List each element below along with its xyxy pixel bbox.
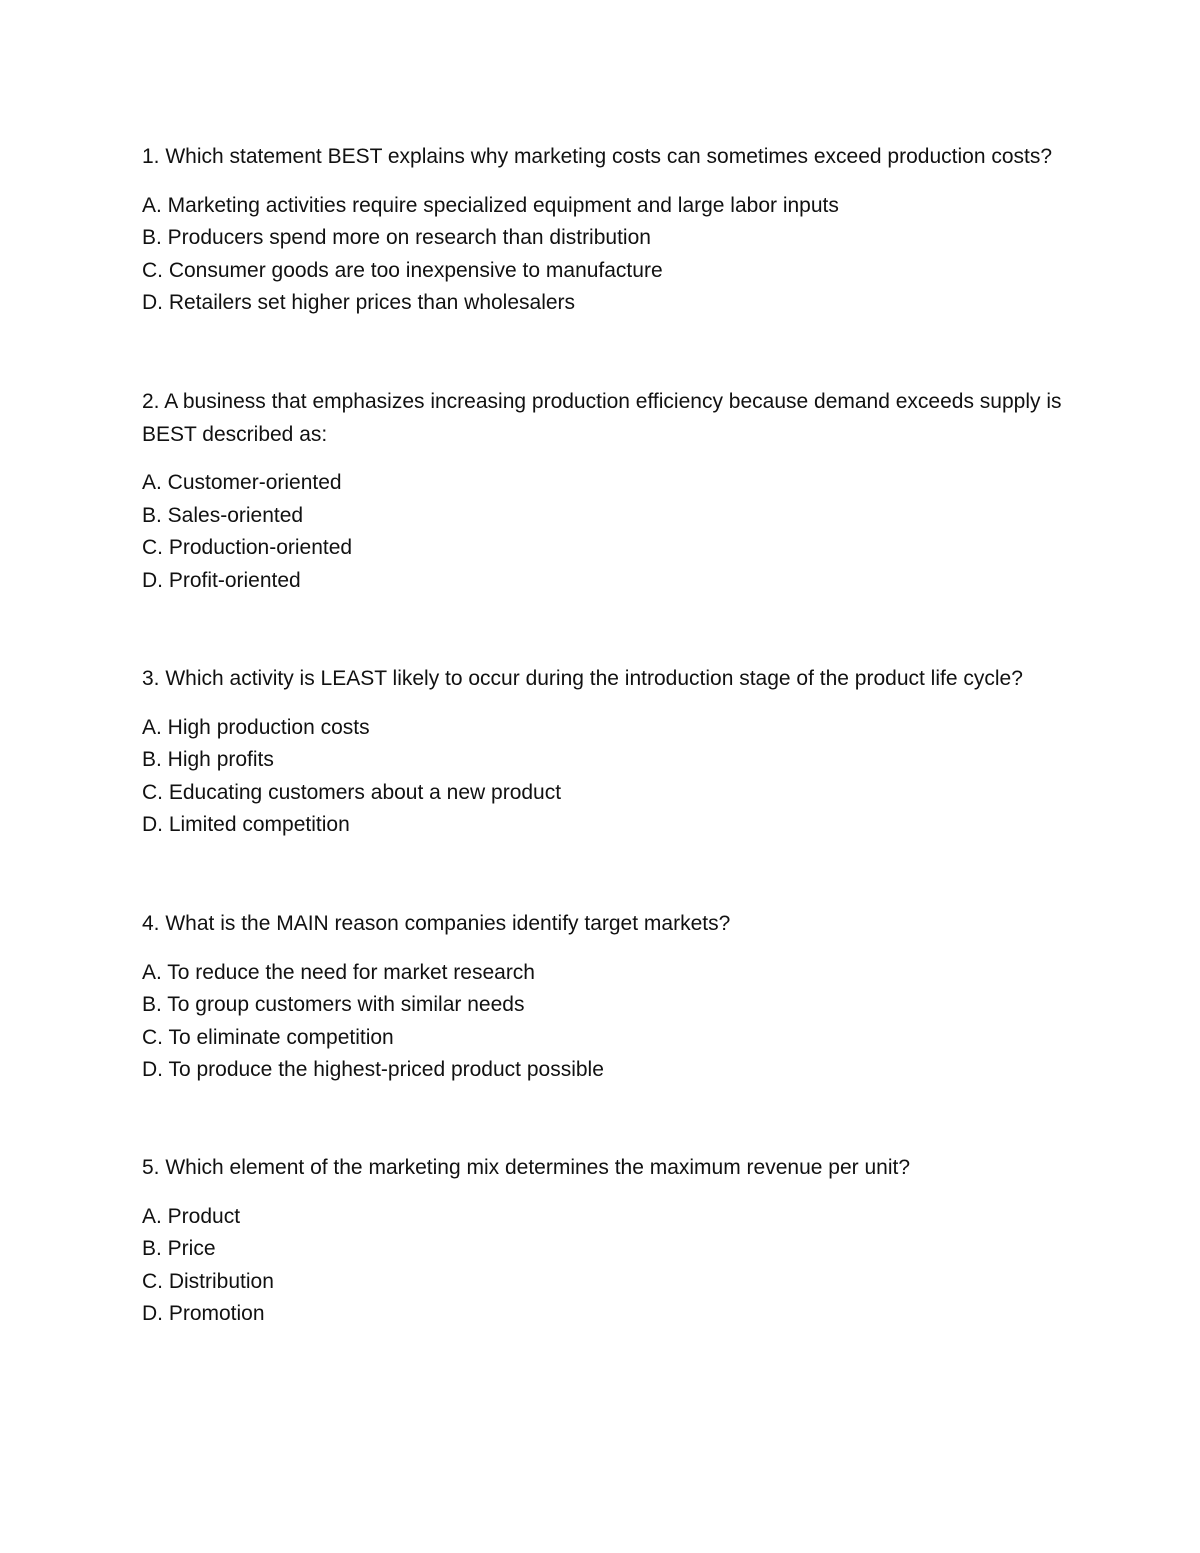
- question-text: 1. Which statement BEST explains why marketing costs can sometimes exceed production costs?: [142, 145, 1053, 168]
- option-d: D. Profit-oriented: [142, 568, 301, 592]
- answer-options: [142, 190, 1072, 320]
- answer-options: [142, 1201, 1072, 1331]
- answer-options: [142, 957, 1072, 1087]
- answer-options: [142, 712, 1072, 842]
- option-a: A. Marketing activities require specialized equipment and large labor inputs: [142, 193, 839, 217]
- option-d: D. Promotion: [142, 1302, 265, 1325]
- question-text: 2. A business that emphasizes increasing production efficiency because demand exceeds supply is BEST described as:: [142, 390, 1062, 446]
- question-text: 5. Which element of the marketing mix determines the maximum revenue per unit?: [142, 1156, 911, 1179]
- question-5: [142, 1152, 1072, 1331]
- option-a: A. Customer-oriented: [142, 471, 342, 494]
- option-a: A. Product: [142, 1204, 241, 1228]
- option-c: C. Educating customers about a new product: [142, 780, 562, 804]
- question-2: [142, 386, 1072, 597]
- option-a: A. To reduce the need for market research: [142, 960, 535, 984]
- question-1: [142, 141, 1072, 320]
- option-c: C. Production-oriented: [142, 536, 353, 559]
- option-d: D. Retailers set higher prices than wholesalers: [142, 291, 576, 314]
- question-text: 3. Which activity is LEAST likely to occur during the introduction stage of the product life cycle?: [142, 667, 1023, 690]
- question-text: 4. What is the MAIN reason companies identify target markets?: [142, 912, 731, 935]
- question-3: [142, 663, 1072, 842]
- option-b: B. To group customers with similar needs: [142, 993, 525, 1016]
- question-4: [142, 908, 1072, 1087]
- option-b: B. Price: [142, 1237, 216, 1260]
- option-d: D. Limited competition: [142, 813, 350, 836]
- option-c: C. To eliminate competition: [142, 1025, 394, 1049]
- option-d: D. To produce the highest-priced product possible: [142, 1058, 604, 1081]
- option-a: A. High production costs: [142, 715, 370, 739]
- answer-options: [142, 467, 1072, 597]
- option-b: B. High profits: [142, 748, 274, 771]
- option-b: B. Sales-oriented: [142, 503, 304, 527]
- option-b: B. Producers spend more on research than distribution: [142, 226, 651, 249]
- option-c: C. Consumer goods are too inexpensive to manufacture: [142, 258, 663, 282]
- option-c: C. Distribution: [142, 1269, 274, 1293]
